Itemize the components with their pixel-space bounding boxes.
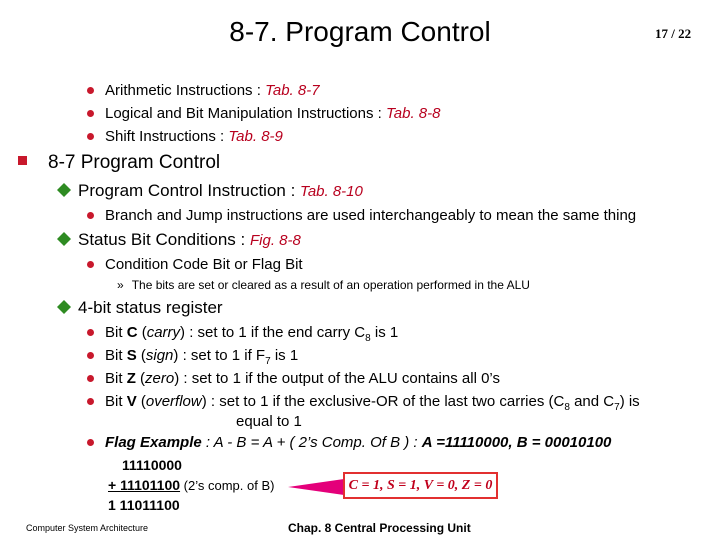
chevron-icon: » xyxy=(117,278,124,292)
intro-item-logic: Logical and Bit Manipulation Instructions : Tab. 8-8 xyxy=(87,105,441,122)
green-diamond-icon xyxy=(56,182,72,198)
round-bullet-icon xyxy=(87,133,94,140)
bit-c-item: Bit C (carry) : set to 1 if the end carry $C_8$ is 1 xyxy=(87,324,398,344)
square-bullet-icon xyxy=(18,156,27,165)
register-heading: 4-bit status register xyxy=(56,298,223,318)
bit-z-item: Bit Z (zero) : set to 1 if the output of the ALU contains all 0’s xyxy=(87,370,500,387)
flag-result-box: C = 1, S = 1, V = 0, Z = 0 xyxy=(343,472,498,499)
intro-item-arith: Arithmetic Instructions : Tab. 8-7 xyxy=(87,82,320,99)
sbc-detail: » The bits are set or cleared as a result of an operation performed in the ALU xyxy=(117,278,530,292)
bit-s-item: Bit S (sign) : set to 1 if $F_7$ is 1 xyxy=(87,347,298,367)
footer-course: Computer System Architecture xyxy=(26,523,149,533)
flag-example: Flag Example : A - B = A + ( 2’s Comp. Of B ) : A =11110000, B = 00010100 xyxy=(87,434,611,451)
table-ref: Tab. 8-8 xyxy=(386,105,441,122)
arrow-right-icon xyxy=(288,478,346,496)
footer-chapter: Chap. 8 Central Processing Unit xyxy=(288,521,471,535)
arith-line-b: + 11101100 (2’s comp. of B) xyxy=(108,477,275,493)
round-bullet-icon xyxy=(87,110,94,117)
round-bullet-icon xyxy=(87,261,94,268)
page-number: 17 / 22 xyxy=(655,26,692,41)
round-bullet-icon xyxy=(87,398,94,405)
round-bullet-icon xyxy=(87,329,94,336)
round-bullet-icon xyxy=(87,212,94,219)
round-bullet-icon xyxy=(87,375,94,382)
green-diamond-icon xyxy=(56,299,72,315)
bit-v-continued: equal to 1 xyxy=(236,413,302,430)
section-heading: 8-7 Program Control xyxy=(18,152,220,174)
bit-v-item: Bit V (overflow) : set to 1 if the exclusive-OR of the last two carries ($C_8$ and $C_7$) is xyxy=(87,393,640,413)
pci-note: Branch and Jump instructions are used interchangeably to mean the same thing xyxy=(87,207,636,224)
round-bullet-icon xyxy=(87,439,94,446)
table-ref: Tab. 8-10 xyxy=(300,183,363,200)
pci-item: Program Control Instruction : Tab. 8-10 xyxy=(56,181,363,201)
page-title: 8-7. Program Control xyxy=(229,16,491,47)
round-bullet-icon xyxy=(87,87,94,94)
round-bullet-icon xyxy=(87,352,94,359)
table-ref: Tab. 8-9 xyxy=(228,128,283,145)
sbc-item: Status Bit Conditions : Fig. 8-8 xyxy=(56,230,301,250)
green-diamond-icon xyxy=(56,231,72,247)
arith-line-a: 11110000 xyxy=(122,457,182,473)
arith-result: 1 11011100 xyxy=(108,497,180,513)
intro-item-shift: Shift Instructions : Tab. 8-9 xyxy=(87,128,283,145)
table-ref: Tab. 8-7 xyxy=(265,82,320,99)
figure-ref: Fig. 8-8 xyxy=(249,232,301,249)
sbc-note: Condition Code Bit or Flag Bit xyxy=(87,256,303,273)
